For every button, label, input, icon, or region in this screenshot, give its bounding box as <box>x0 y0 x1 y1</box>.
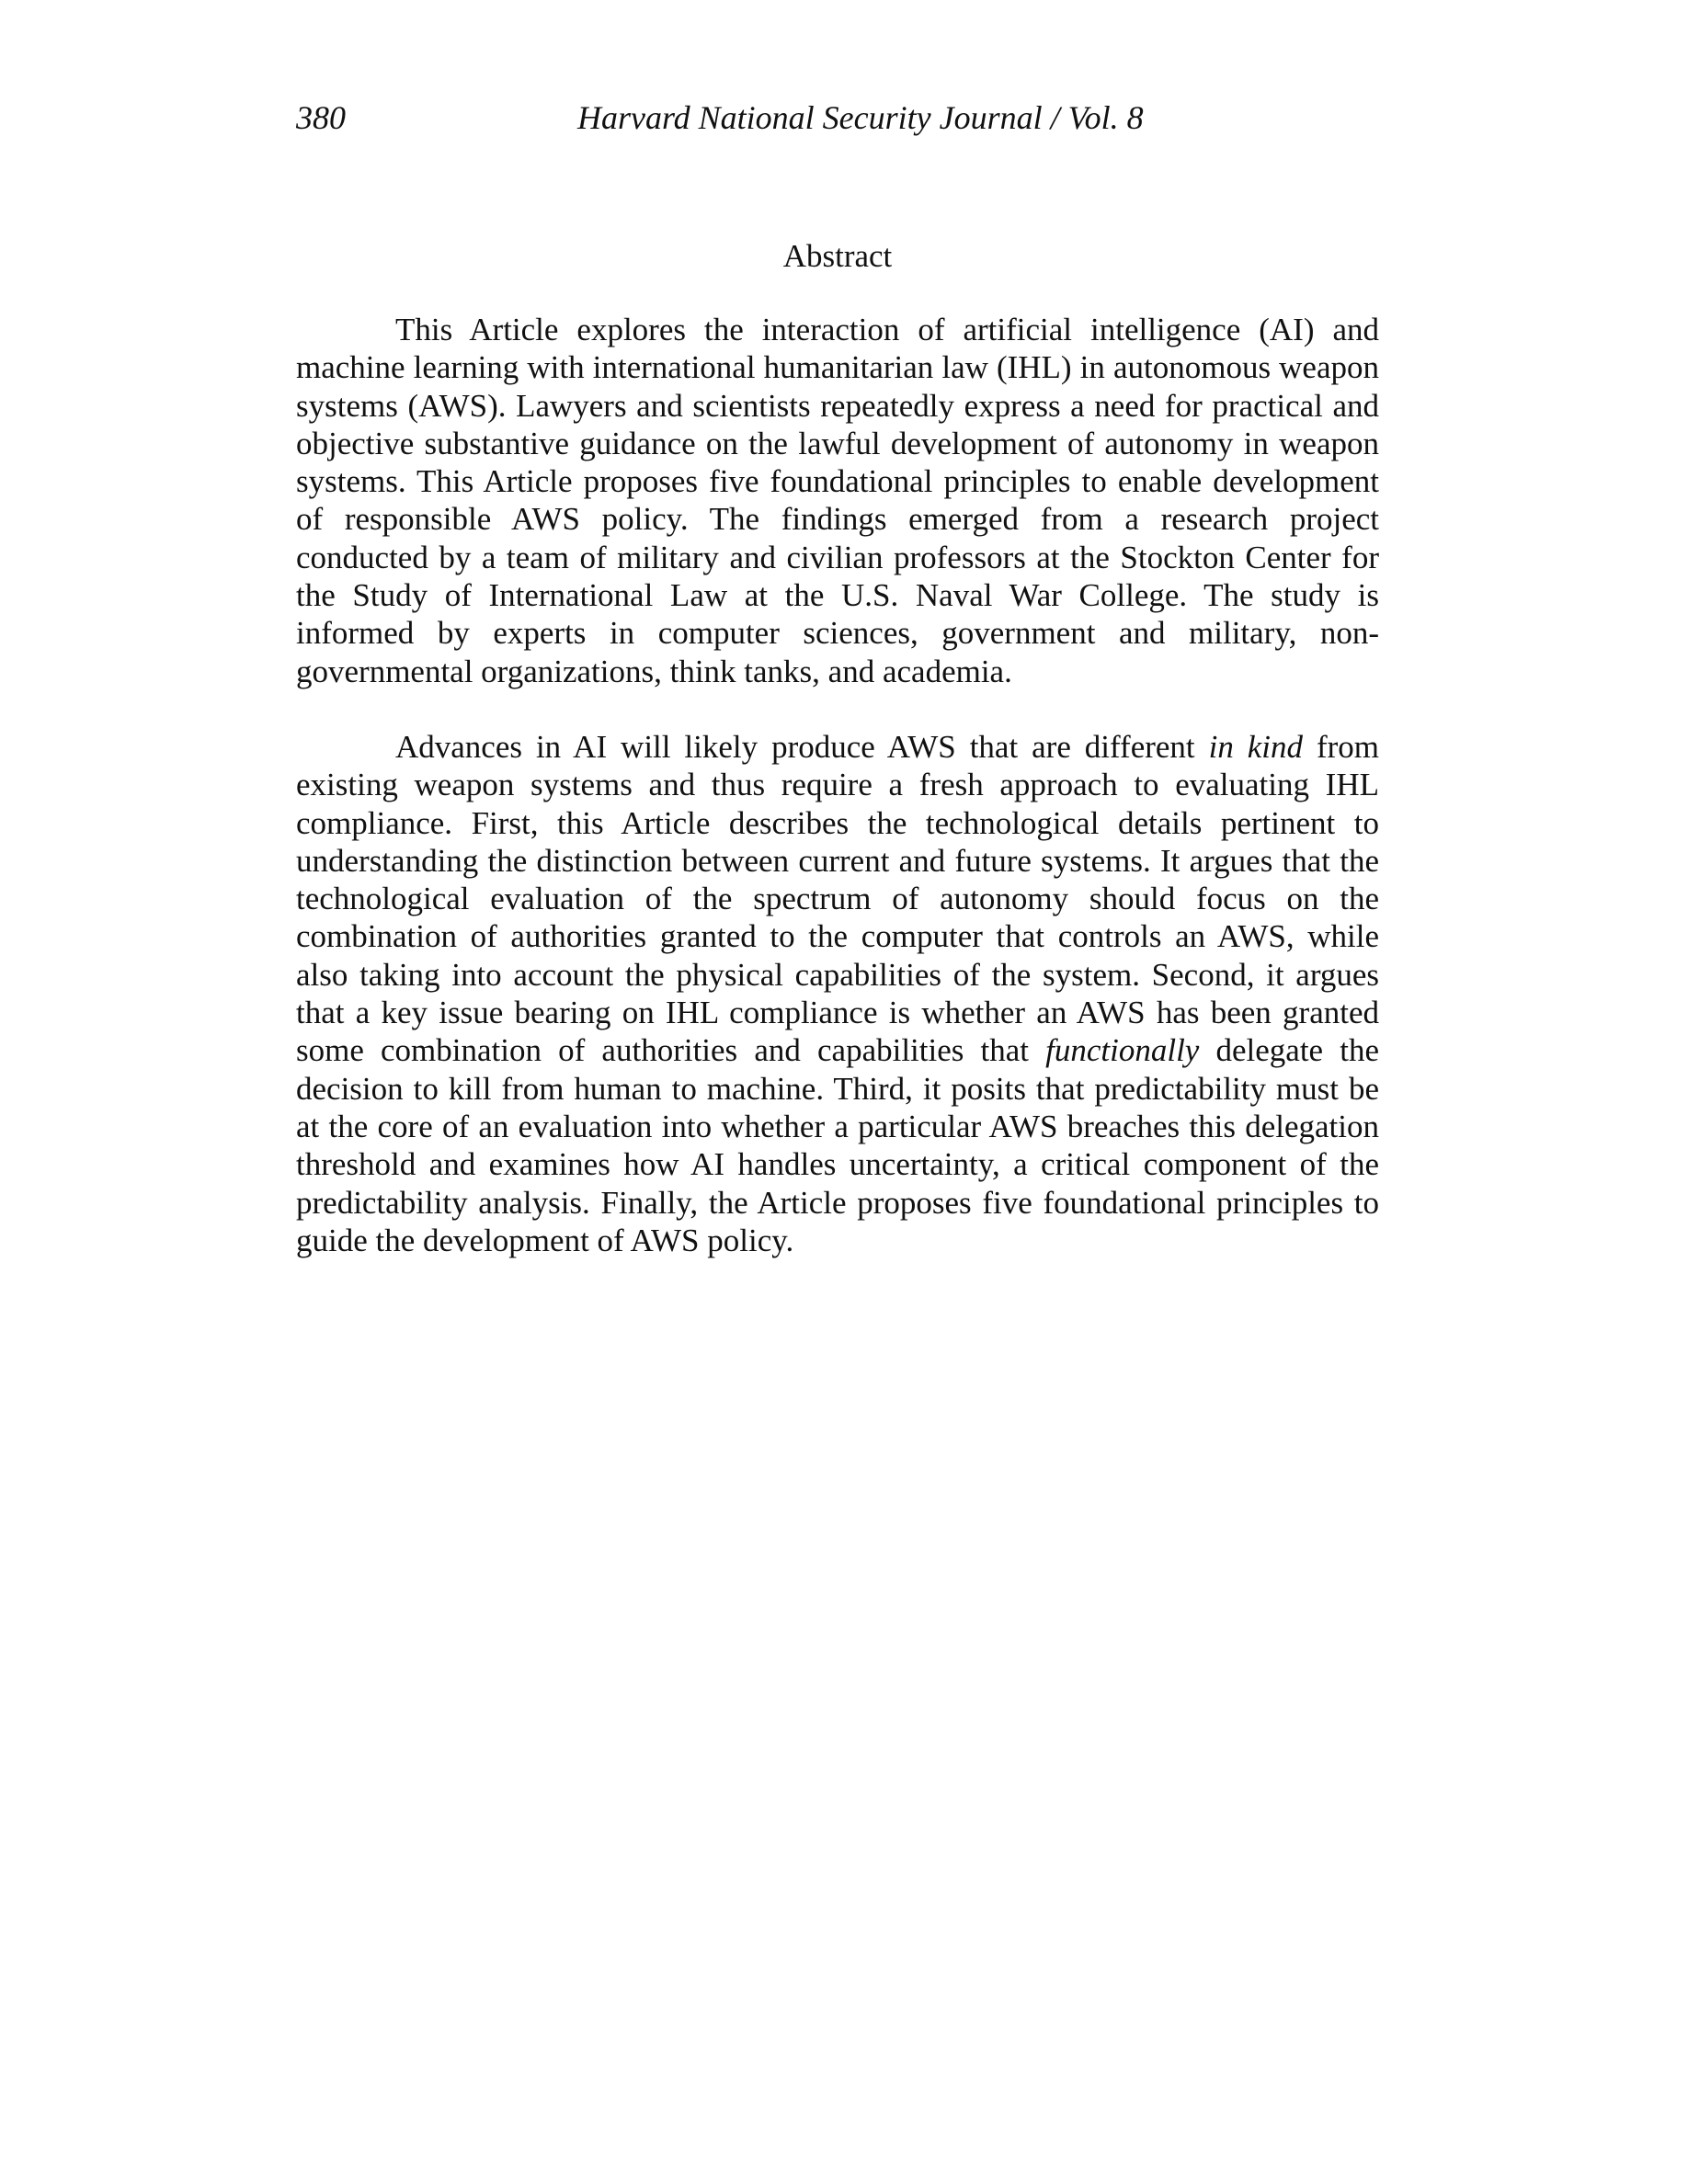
abstract-paragraph-1: This Article explores the interaction of artificial intelligence (AI) and machine learning with international humanitarian law (IHL) in autonomous weapon systems (AWS). Lawyers and scientists repeatedly express a need for practical and objective substantive guidance on the lawful development of autonomy in weapon systems. This Article proposes five foundational principles to enable development of responsible AWS policy. The findings emerged from a research project conducted by a team of military and civilian professors at the Stockton Center for the Study of International Law at the U.S. Naval War College. The study is informed by experts in computer sciences, government and military, non-governmental organizations, think tanks, and academia. <box>296 312 1379 689</box>
running-head <box>296 96 1151 140</box>
paragraph-text: from existing weapon systems and thus require a fresh approach to evaluating IHL compliance. First, this Article describes the technological details pertinent to understanding the distinction between current and future systems. It argues that the technological evaluation of the spectrum of autonomy should focus on the combination of authorities granted to the computer that controls an AWS, while also taking into account the physical capabilities of the system. Second, it argues that a key issue bearing on IHL compliance is whether an AWS has been granted some combination of authorities and capabilities that <box>296 728 1379 1069</box>
journal-title: Harvard National Security Journal / Vol. 8 <box>577 99 1144 136</box>
page-number: 380 <box>296 99 346 136</box>
italic-emphasis: functionally <box>1045 1032 1200 1069</box>
abstract-body <box>296 311 1379 1259</box>
italic-emphasis: in kind <box>1208 728 1304 765</box>
paragraph-text: delegate the decision to kill from human to machine. Third, it posits that predictability must be at the core of an evaluation into whether a particular AWS breaches this delegation threshold and examines how AI handles uncertainty, a critical component of the predictability analysis. Finally, the Article proposes five foundational principles to guide the development of AWS policy. <box>296 1032 1379 1258</box>
paragraph-text: Advances in AI will likely produce AWS that are different <box>395 728 1209 765</box>
abstract-heading: Abstract <box>782 238 893 274</box>
abstract-paragraph-2 <box>296 728 1379 1259</box>
